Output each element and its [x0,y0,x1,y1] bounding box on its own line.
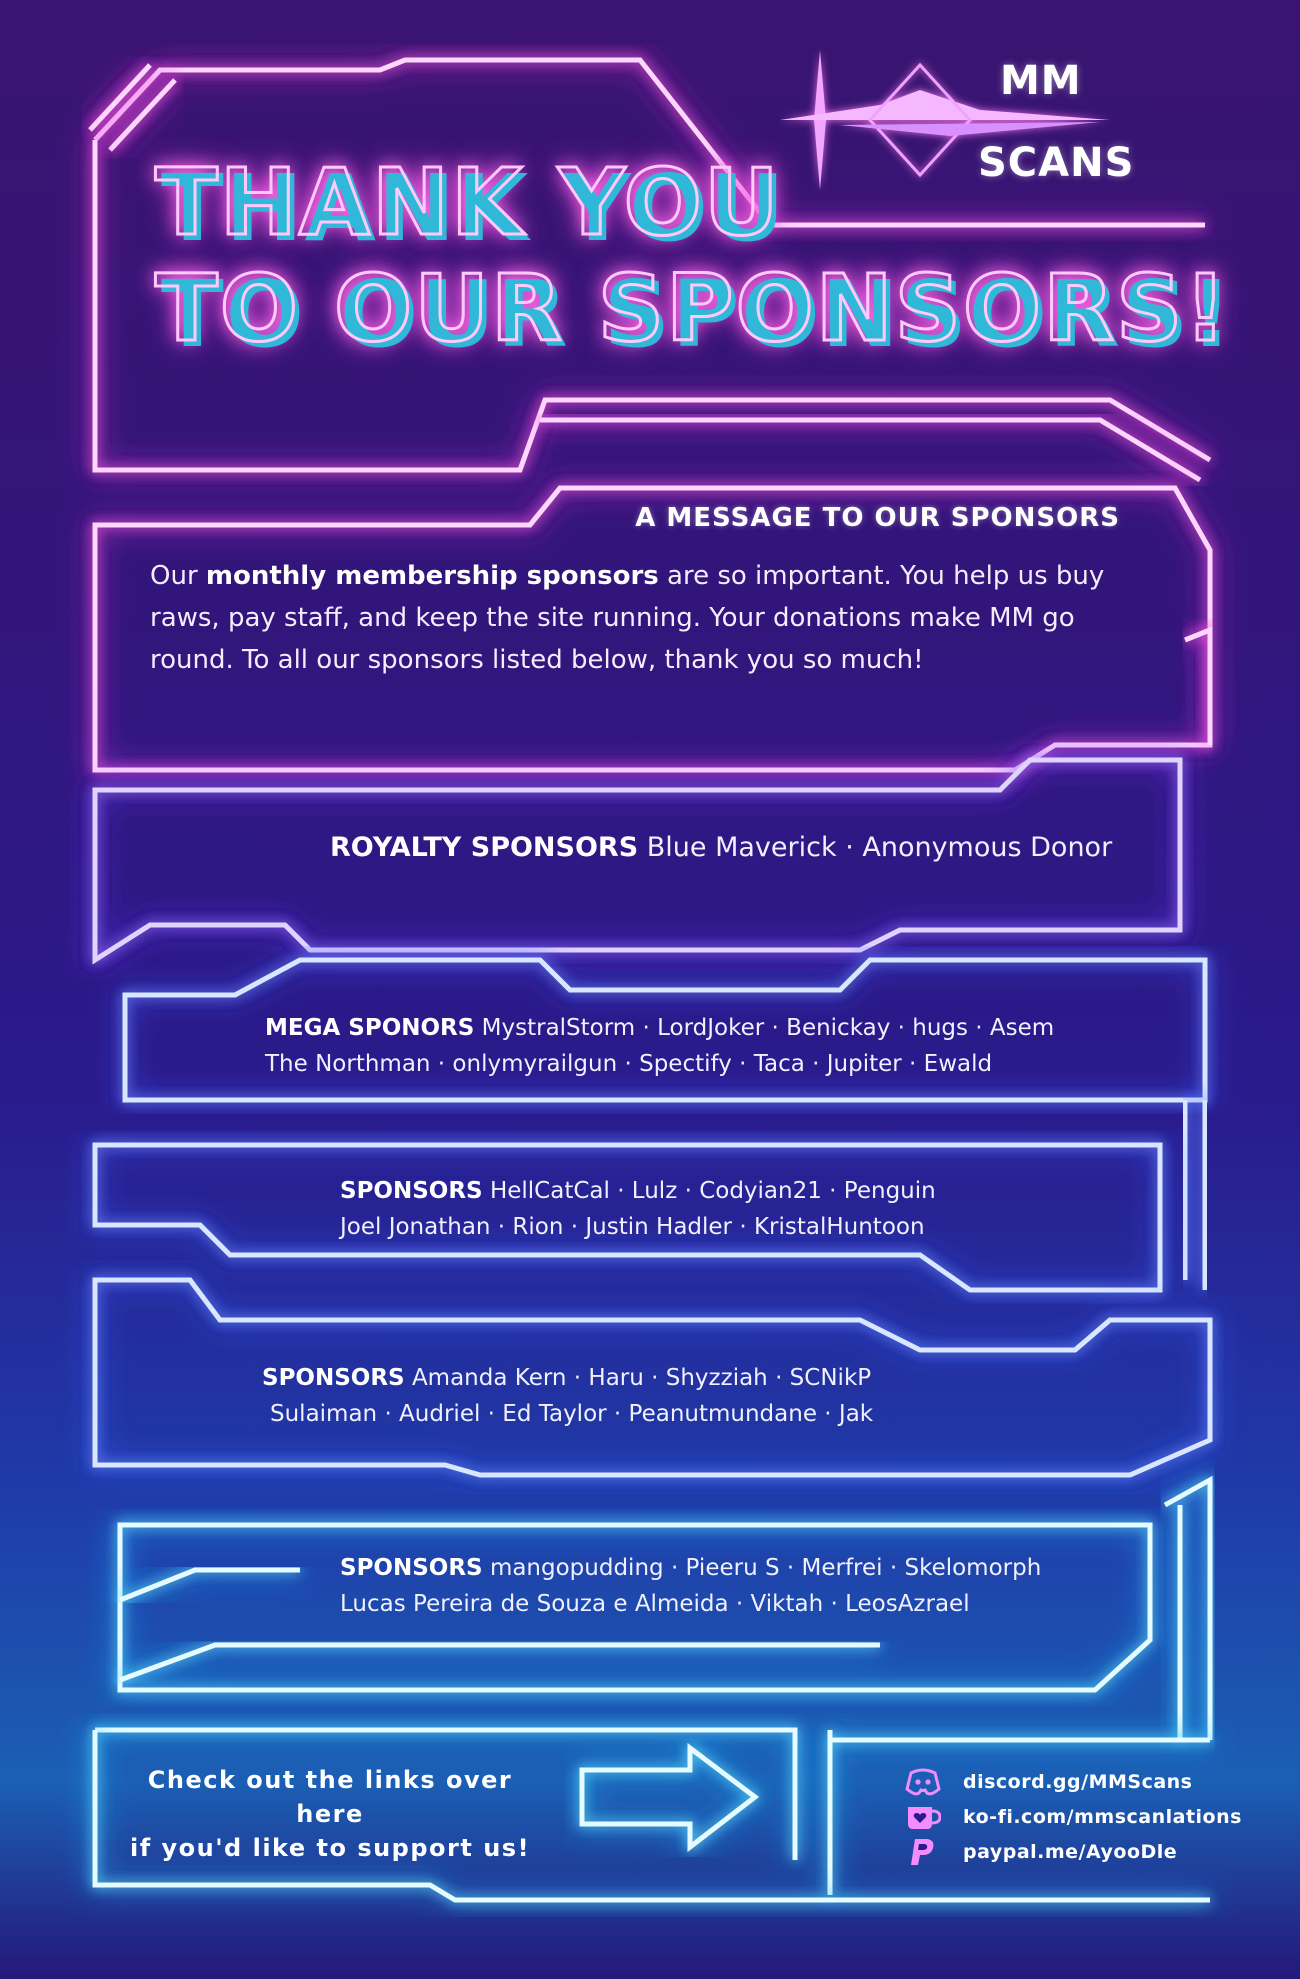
sponsors3-panel-side-rails [1165,1480,1210,1740]
tier-names: MystralStorm · LordJoker · Benickay · hugs · Asem [481,1015,1055,1041]
paypal-icon [905,1837,941,1867]
title-line-2: TO OUR SPONSORS! [155,255,1229,362]
arrow-right-icon [582,1748,755,1847]
tier-names: mangopudding · Pieeru S · Merfrei · Skelomorph [489,1555,1042,1581]
tier-names-line2: Sulaiman · Audriel · Ed Taylor · Peanutmundane · Jak [270,1401,874,1427]
mega-panel-side-rails [1185,1100,1205,1290]
sponsors-group-1 [340,1173,936,1245]
paypal-link-text: paypal.me/AyooDle [963,1841,1178,1863]
message-body-bold: monthly membership sponsors [205,561,659,591]
ko-fi-link-text: ko-fi.com/mmscanlations [963,1806,1242,1828]
logo-text-scans: SCANS [978,140,1135,186]
cta-line-2: if you'd like to support us! [129,1834,531,1862]
ko-fi-link[interactable] [905,1802,1242,1832]
sponsors-group-3 [340,1550,1041,1622]
title-panel-corner-lines [90,65,175,150]
tier-names: Amanda Kern · Haru · Shyzziah · SCNikP [411,1365,872,1391]
title-panel-inner-line [540,420,1200,480]
tier-names: Blue Maverick · Anonymous Donor [646,832,1113,863]
title-line-1: THANK YOU [155,149,781,256]
tier-label: SPONSORS [262,1365,405,1391]
support-call-to-action [110,1763,550,1865]
ko-fi-icon [905,1802,941,1832]
message-body-prefix: Our [150,561,206,591]
tier-names-line2: Joel Jonathan · Rion · Justin Hadler · KristalHuntoon [340,1214,925,1240]
paypal-link[interactable] [905,1837,1177,1867]
discord-icon [905,1767,941,1797]
tier-label: ROYALTY SPONSORS [330,832,639,863]
tier-label: SPONSORS [340,1555,483,1581]
sponsors-group-2 [262,1360,873,1432]
tier-label: MEGA SPONORS [265,1015,475,1041]
message-heading: A MESSAGE TO OUR SPONSORS [635,503,1120,533]
sponsors3-panel-inner-line [120,1645,880,1680]
tier-names-line2: Lucas Pereira de Souza e Almeida · Viktah · LeosAzrael [340,1591,970,1617]
discord-link[interactable] [905,1767,1193,1797]
mega-sponsors [265,1010,1054,1082]
tier-names: HellCatCal · Lulz · Codyian21 · Penguin [489,1178,936,1204]
message-body-suffix: are so important. You help us buy raws, pay staff, and keep the site running. Your donations make MM go round. To all our sponsors listed below, thank you so much! [150,561,1105,675]
message-body [150,555,1160,681]
discord-link-text: discord.gg/MMScans [963,1771,1193,1793]
tier-label: SPONSORS [340,1178,483,1204]
tier-names-line2: The Northman · onlymyrailgun · Spectify · Taca · Jupiter · Ewald [265,1051,993,1077]
logo-text-mm: MM [1000,58,1082,104]
cta-line-1: Check out the links over here [147,1766,513,1828]
royalty-sponsors [330,828,1112,868]
